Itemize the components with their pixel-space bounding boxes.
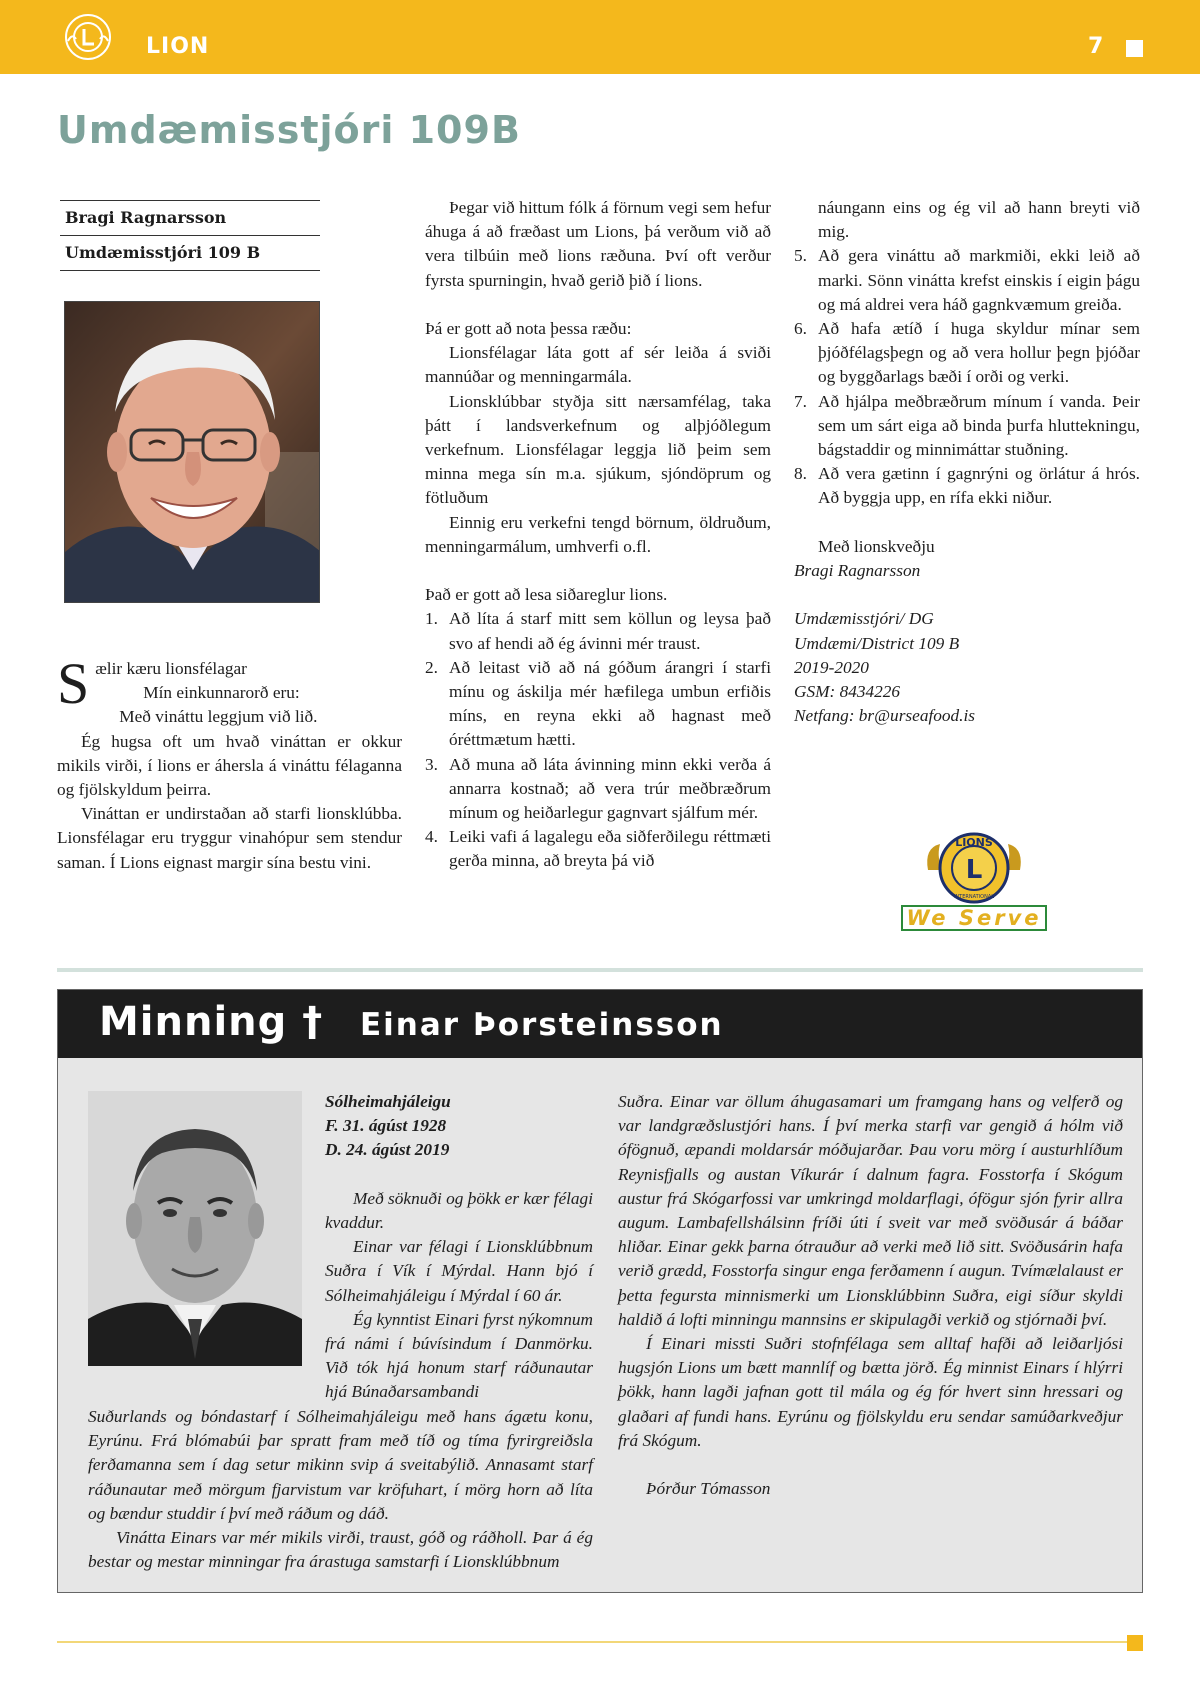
memorial-photo <box>88 1091 302 1366</box>
lions-we-serve-logo-icon <box>900 826 1048 932</box>
section-divider <box>57 968 1143 972</box>
greeting: ælir kæru lionsfélagar <box>95 659 247 678</box>
memorial-column-1-bottom <box>88 1405 593 1574</box>
article-column-2 <box>425 196 771 874</box>
memorial-place: Sólheimahjáleigu <box>325 1092 451 1111</box>
list-item: 8. Að vera gætinn í gagnrýni og örlátur á hrós. Að byggja upp, en rífa ekki niður. <box>794 464 1140 508</box>
memorial-name: Einar Þorsteinsson <box>360 1007 724 1043</box>
magazine-name: LION <box>146 34 210 59</box>
logo-inner-text: INTERNATIONAL <box>953 894 995 900</box>
footer-line <box>57 1641 1143 1643</box>
contact-line: GSM: 8434226 <box>794 682 901 702</box>
paragraph: Með vináttu leggjum við lið. <box>119 707 318 727</box>
footer-square-icon <box>1127 1635 1143 1651</box>
memorial-box <box>57 989 1143 1593</box>
paragraph: Vináttan er undirstaðan að starfi lionsklúbba. Lionsfélagar eru tryggur vinahópur sem stendur saman. Í Lions eignast margir sína bestu vini. <box>57 804 402 872</box>
paragraph: Lionsfélagar láta gott af sér leiða á sviði mannúðar og menningarmála. <box>425 343 771 387</box>
memorial-column-1-top <box>325 1090 593 1405</box>
logo-ring-text: LIONS <box>955 836 993 849</box>
paragraph: Í Einari missti Suðri stofnfélaga sem alltaf hafði að leiðarljósi hugsjón Lions um bætt mannlíf og bætta jörð. Ég minnist Einars í hlýrri þökk, hann lagði jafnan gott til mála og ég fór hvert sinn hressari og glaðari af fundi hans. Eyrúnu og fjölskyldu eru sendar samúðarkveðjur frá Skógum. <box>618 1334 1123 1450</box>
page-header <box>0 0 1200 74</box>
memorial-header <box>58 990 1142 1058</box>
paragraph: Ég kynntist Einari fyrst nýkomnum frá námi í búvísindum í Danmörku. Við tók hjá honum starf ráðunautar hjá Búnaðarsambandi <box>325 1309 593 1402</box>
signature: Bragi Ragnarsson <box>794 561 921 581</box>
paragraph: Ég hugsa oft um hvað vináttan er okkur mikils virði, í lions er áhersla á vináttu félaganna og fjölskyldum þeirra. <box>57 731 402 800</box>
memorial-heading: Minning † <box>99 999 324 1045</box>
logo-letter: L <box>965 855 983 885</box>
list-item: 5. Að gera vináttu að markmiði, ekki leið að marki. Sönn vinátta krefst einskis í eigin þágu og má aldrei vera háð gagnkvæmum greiða. <box>794 246 1140 314</box>
ethics-list <box>794 244 1140 510</box>
portrait-elderly-man-bw-image <box>88 1091 302 1366</box>
paragraph: Einar var félagi í Lionsklúbbnum Suðra í Vík í Mýrdal. Hann bjó í Sólheimahjáleigu í Mýrdal í 60 ár. <box>325 1237 593 1305</box>
contact-line: Netfang: br@urseafood.is <box>794 706 976 726</box>
section-title: Umdæmisstjóri 109B <box>57 108 521 152</box>
list-item: 7. Að hjálpa meðbræðrum mínum í vanda. Þeir sem um sárt eiga að binda þurfa hluttekningu, bágstaddir og minnimáttar stuðning. <box>794 391 1140 460</box>
paragraph: Vinátta Einars var mér mikils virði, traust, góð og ráðholl. Þar á ég bestar og mestar minningar fra árastuga samstarfi í Lionsklúbbnum <box>88 1528 593 1572</box>
paragraph: Þá er gott að nota þessa ræðu: <box>425 319 632 338</box>
dropcap: S <box>57 651 90 716</box>
portrait-man-smiling-image <box>65 302 320 603</box>
article-column-1 <box>57 651 402 875</box>
ethics-list <box>425 607 771 873</box>
paragraph: Suðurlands og bóndastarf í Sólheimahjáleigu með hans ágætu konu, Eyrúnu. Frá blómabúi þar spratt fram með tíð og tíma fyrirgreiðsla ferðamanna sem í dag setur mikinn svip á sveitabýlið. Annasamt starf ráðunautar með mörgum fjarvistum var kröfuhart, í mörg horn að líta og bændur studdir í því með ráðum og dáð. <box>88 1407 593 1523</box>
author-photo <box>64 301 320 603</box>
author-info-box <box>60 200 320 271</box>
list-item: 4. Leiki vafi á lagalegu eða siðferðilegu réttmæti gerða minna, að breyta þá við <box>425 827 771 871</box>
paragraph: Með söknuði og þökk er kær félagi kvaddur. <box>325 1188 593 1232</box>
paragraph: Það er gott að lesa siðareglur lions. <box>425 585 668 605</box>
closing: Með lionskveðju <box>818 536 935 556</box>
lions-emblem-icon <box>64 13 112 61</box>
paragraph: Lionsklúbbar styðja sitt nærsamfélag, taka þátt í landsverkefnum og alþjóðlegum verkefnum. Lionsfélagar leggja lið þeim sem minna mega sín m.a. sjúkum, sjóndöprum og fötluðum <box>425 391 771 508</box>
memorial-born: F. 31. ágúst 1928 <box>325 1116 447 1136</box>
list-item: 3. Að muna að láta ávinning minn ekki verða á annarra kostnað; að vera trúr meðbræðrum mínum og heiðarlegur gagnvart sjálfum mér. <box>425 754 771 823</box>
author-role: Umdæmisstjóri 109 B <box>60 236 320 271</box>
article-column-3 <box>794 196 1140 728</box>
page-number: 7 <box>1088 34 1104 59</box>
paragraph: Suðra. Einar var öllum áhugasamari um framgang hans og velferð og var landgræðslustjóri hans. Í því merka starfi var gengið á hólm við ófögnuð, æpandi moldarsár móðujarðar. Þau voru mörg í austurhlíðum Reynisfjalls og austan Víkurár í dalnum fagra. Fosstorfa í Skógum austur frá Skógarfossi var umkringd moldarflagi, ófögur sjón fyrir allra augum. Lambafellshálsinn fríði úti í sveit var með svöðusár á báðar hliðar. Einar gekk þarna ótrauður að verki með lið sitt. Svöðusárin hafa verið grædd, Fosstorfa singur enga ferðamenn í augun. Tvímælalaust er þetta fegursta minnismerki um Lionsklúbbinn Suðra, eigi síður skyldi haldið á lofti minningu mannsins er skipulagði verkið og stjórnaði því. <box>618 1092 1123 1329</box>
paragraph: Þegar við hittum fólk á förnum vegi sem hefur áhuga á að fræðast um Lions, þá verðum við að vera tilbúin með lions ræðuna. Því oft verður fyrsta spurningin, hvað gerið þið í lions. <box>425 198 771 290</box>
paragraph: náungann eins og ég vil að hann breyti við mig. <box>818 198 1140 242</box>
memorial-column-2 <box>618 1090 1123 1501</box>
contact-line: Umdæmisstjóri/ DG <box>794 609 934 629</box>
contact-line: Umdæmi/District 109 B <box>794 633 960 653</box>
memorial-author: Þórður Tómasson <box>646 1479 771 1499</box>
paragraph: Einnig eru verkefni tengd börnum, öldruðum, menningarmálum, umhverfi o.fl. <box>425 512 771 556</box>
logo-motto: We Serve <box>906 906 1042 930</box>
memorial-died: D. 24. ágúst 2019 <box>325 1140 450 1160</box>
list-item: 2. Að leitast við að ná góðum árangri í starfi mínu og áskilja mér hæfilega umbun erfiðis míns, en reyna ekki að hagnast með óréttmætum hætti. <box>425 657 771 750</box>
paragraph: Mín einkunnarorð eru: <box>143 683 300 703</box>
list-item: 6. Að hafa ætíð í huga skyldur mínar sem þjóðfélagsþegn og að vera hollur þegn þjóðar og byggðarlags bæði í orði og verki. <box>794 319 1140 387</box>
list-item: 1. Að líta á starf mitt sem köllun og leysa það svo af hendi að ég ávinni mér traust. <box>425 609 771 653</box>
contact-line: 2019-2020 <box>794 657 869 677</box>
author-name: Bragi Ragnarsson <box>60 201 320 236</box>
header-square-icon <box>1126 40 1143 57</box>
